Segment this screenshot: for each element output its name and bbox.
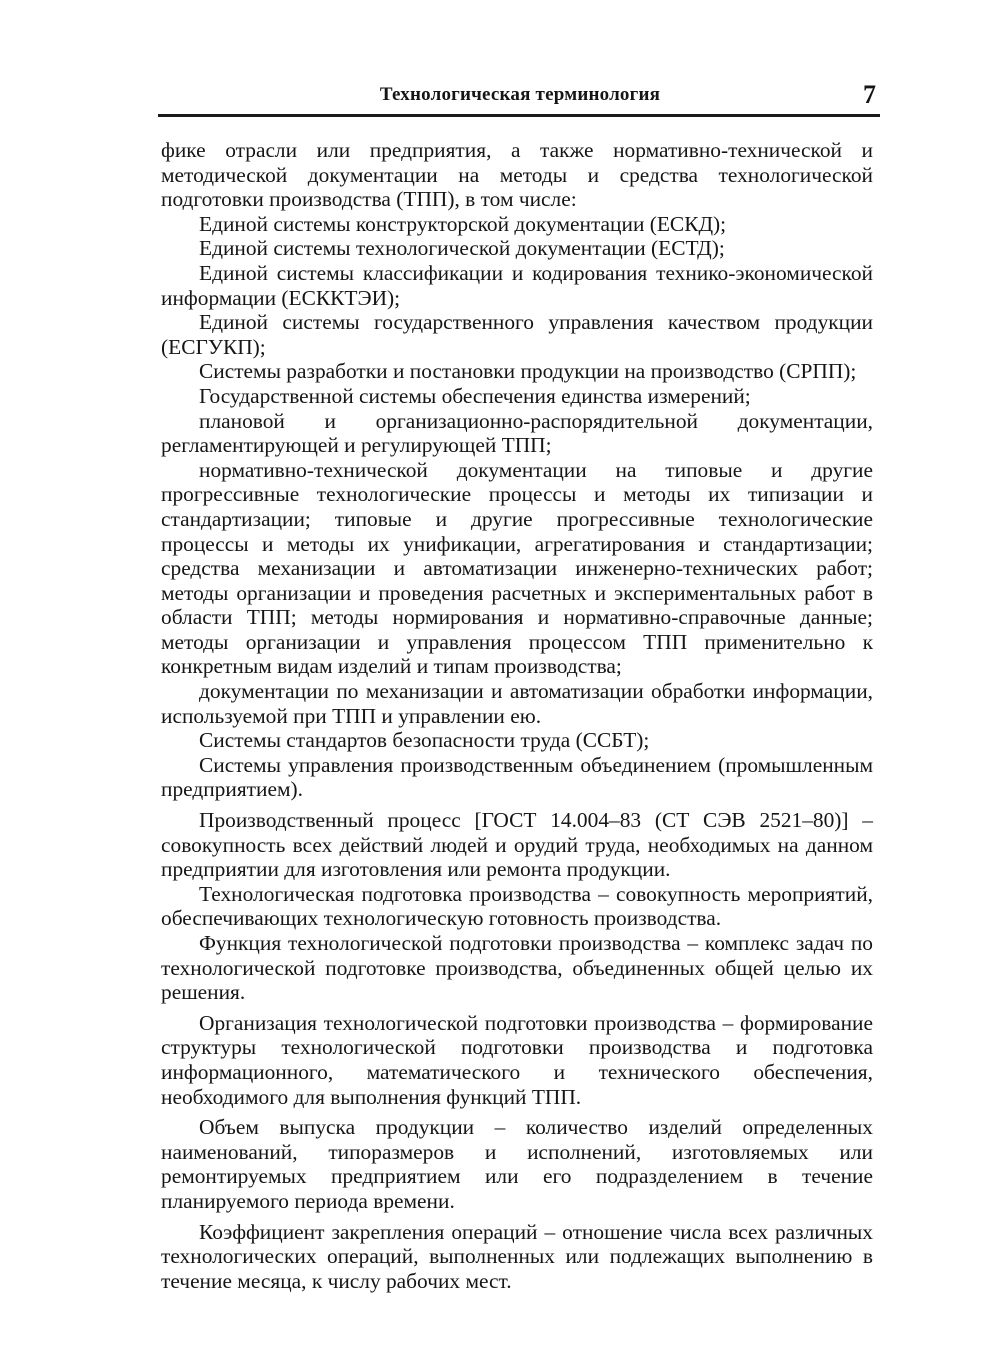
- definition-technological-preparation: Технологическая подготовка производства – совокупность мероприятий, обеспечивающих технологическую готовность производства.: [161, 881, 873, 931]
- page-body: [161, 138, 873, 1293]
- list-item-srpp: Системы разработки и постановки продукции на производство (СРПП);: [199, 359, 857, 384]
- definition-tpp-organization: Организация технологической подготовки производства – формирование структуры технологической подготовки производства и подготовка информационного, математического и технического обеспечения, необходимого для выполнения функций ТПП.: [161, 1010, 873, 1109]
- page-number: 7: [863, 80, 876, 109]
- running-title: Технологическая терминология: [379, 84, 661, 105]
- list-item-ssbt: Системы стандартов безопасности труда (ССБТ);: [199, 728, 650, 753]
- list-item-automation-docs: документации по механизации и автоматизации обработки информации, используемой при ТПП и управлении ею.: [161, 679, 873, 728]
- list-item-gsi: Государственной системы обеспечения единства измерений;: [199, 383, 751, 408]
- definition-tpp-function: Функция технологической подготовки производства – комплекс задач по технологической подготовке производства, объединенных общей целью их решения.: [161, 931, 873, 1005]
- list-item-normative-docs: нормативно-технической документации на типовые и другие прогрессивные технологические процессы и методы их типизации и стандартизации; типовые и другие прогрессивные технологические процессы и методы их унификации, агрегатирования и стандартизации; средства механизации и автоматизации инженерно-технических работ; методы организации и проведения расчетных и экспериментальных работ в области ТПП; методы нормирования и нормативно-справочные данные; методы организации и управления процессом ТПП применительно к конкретным видам изделий и типам производства;: [161, 457, 873, 679]
- paragraph-continuation: фике отрасли или предприятия, а также нормативно-технической и методической документации на методы и средства технологической подготовки производства (ТПП), в том числе:: [161, 138, 873, 212]
- definition-production-process: Производственный процесс [ГОСТ 14.004–83 (СТ СЭВ 2521–80)] – совокупность всех действий людей и орудий труда, необходимых на данном предприятии для изготовления или ремонта продукции.: [161, 808, 873, 882]
- page-header: [160, 80, 880, 118]
- list-item-estd: Единой системы технологической документации (ЕСТД);: [199, 236, 725, 261]
- list-item-esgukp: Единой системы государственного управления качеством продукции (ЕСГУКП);: [161, 310, 873, 359]
- list-item-eskd: Единой системы конструкторской документации (ЕСКД);: [199, 211, 727, 236]
- header-rule: [158, 114, 880, 117]
- list-item-eskktei: Единой системы классификации и кодирования технико-экономической информации (ЕСККТЭИ);: [161, 260, 873, 310]
- definition-operation-coefficient: Коэффициент закрепления операций – отношение числа всех различных технологических операций, выполненных или подлежащих выполнению в течение месяца, к числу рабочих мест.: [161, 1219, 873, 1293]
- list-item-planning-docs: плановой и организационно-распорядительной документации, регламентирующей и регулирующей ТПП;: [161, 408, 873, 458]
- definition-output-volume: Объем выпуска продукции – количество изделий определенных наименований, типоразмеров и исполнений, изготовляемых или ремонтируемых предприятием или его подразделением в течение планируемого периода времени.: [161, 1115, 873, 1213]
- list-item-management-system: Системы управления производственным объединением (промышленным предприятием).: [161, 752, 873, 802]
